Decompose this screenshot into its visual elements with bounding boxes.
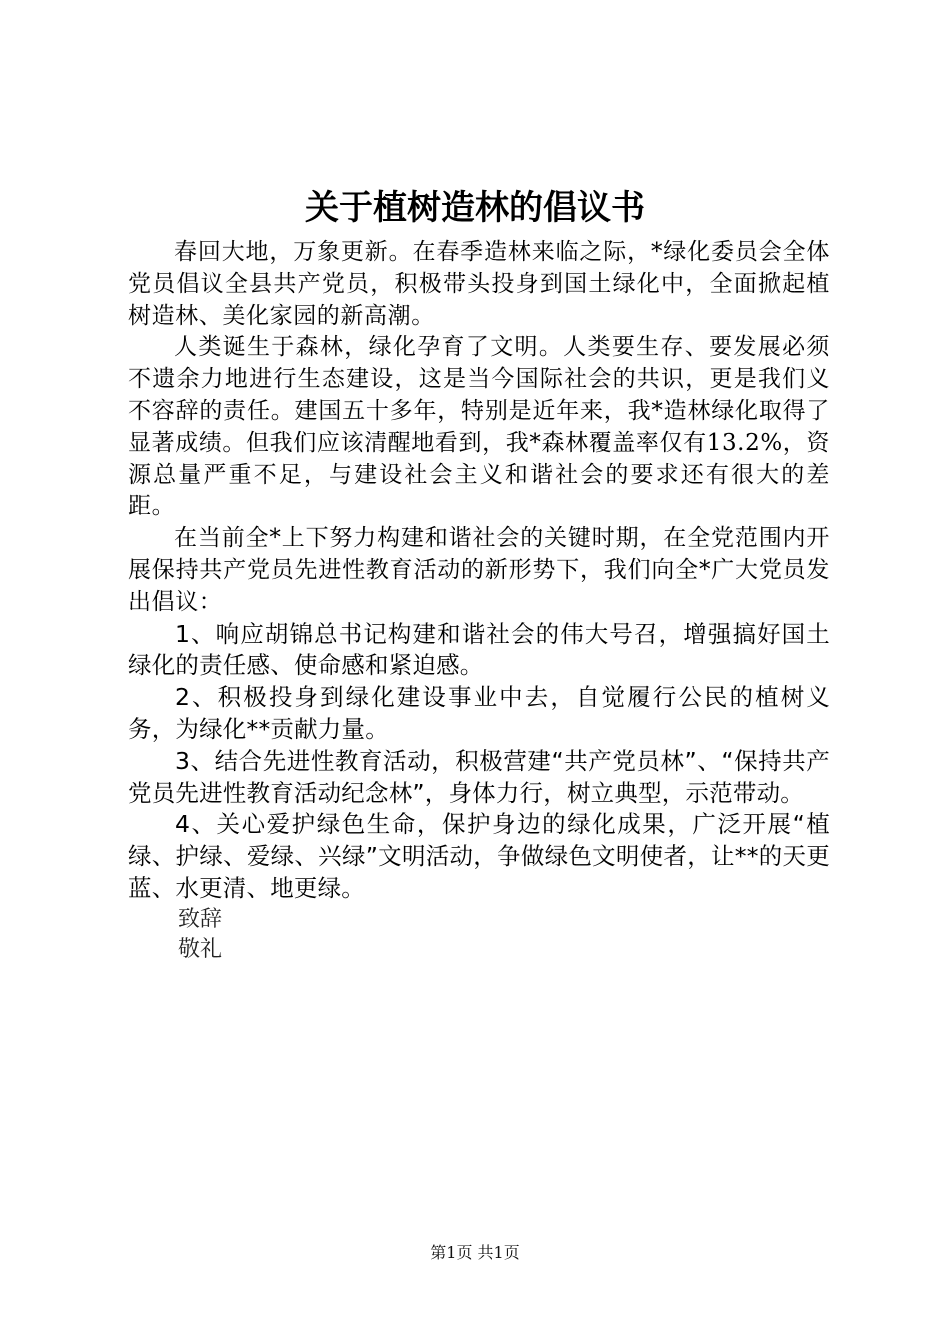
paragraph-appeal: 在当前全*上下努力构建和谐社会的关键时期，在全党范围内开展保持共产党员先进性教育活动的新形势下，我们向全*广大党员发出倡议： [128,525,830,615]
paragraph-background: 人类诞生于森林，绿化孕育了文明。人类要生存、要发展必须不遗余力地进行生态建设，这是当今国际社会的共识，更是我们义不容辞的责任。建国五十多年，特别是近年来，我*造林绿化取得了显著成绩。但我们应该清醒地看到，我*森林覆盖率仅有13.2%，资源总量严重不足，与建设社会主义和谐社会的要求还有很大的差距。 [128,334,830,520]
proposal-item-2: 2、积极投身到绿化建设事业中去，自觉履行公民的植树义务，为绿化**贡献力量。 [128,683,830,743]
document-title: 关于植树造林的倡议书 [305,188,645,228]
paragraph-intro: 春回大地，万象更新。在春季造林来临之际，*绿化委员会全体党员倡议全县共产党员，积极带头投身到国土绿化中，全面掀起植树造林、美化家园的新高潮。 [128,239,830,329]
page-number-footer: 第1页 共1页 [430,1243,520,1262]
proposal-item-4: 4、关心爱护绿色生命，保护身边的绿化成果，广泛开展“植绿、护绿、爱绿、兴绿”文明活动，争做绿色文明使者，让**的天更蓝、水更清、地更绿。 [128,810,830,902]
proposal-item-1: 1、响应胡锦总书记构建和谐社会的伟大号召，增强搞好国土绿化的责任感、使命感和紧迫感。 [128,619,830,680]
closing-line-1: 致辞 [178,906,223,932]
proposal-item-3: 3、结合先进性教育活动，积极营建“共产党员林”、“保持共产党员先进性教育活动纪念林”，身体力行，树立典型，示范带动。 [128,746,830,807]
closing-line-2: 敬礼 [178,937,223,963]
document-body [128,237,830,966]
